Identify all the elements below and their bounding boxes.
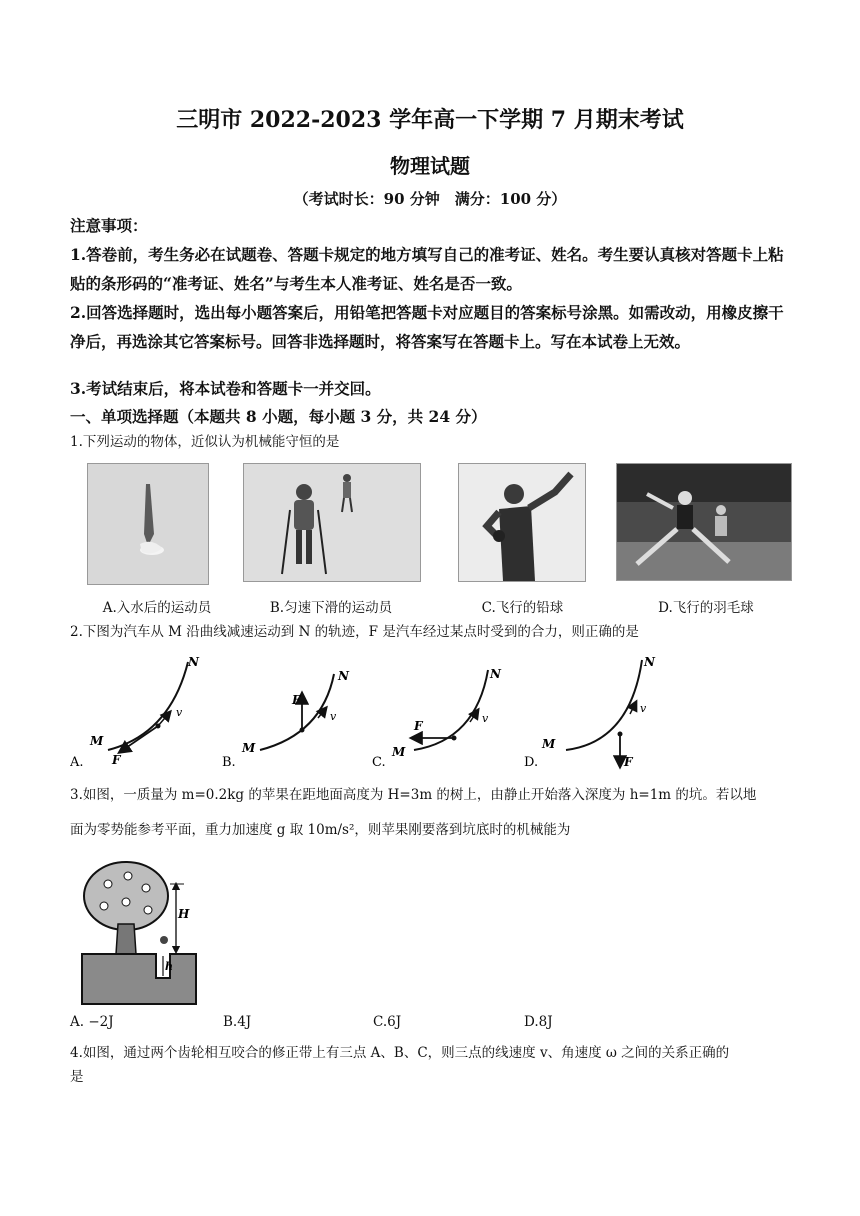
q1-photo-diver bbox=[87, 463, 209, 585]
q2-diagram-b bbox=[222, 650, 362, 775]
q2-c-label-n: N bbox=[490, 667, 501, 681]
q3-option-b: B.4J bbox=[223, 1014, 252, 1030]
q3-label-big-h: H bbox=[178, 907, 190, 921]
q2-b-label-f: F bbox=[292, 693, 301, 707]
q2-diagram-d bbox=[524, 650, 674, 775]
q2-a-label-f: F bbox=[112, 753, 121, 767]
q1-photo-badminton bbox=[616, 463, 792, 581]
q2-d-label-f: F bbox=[624, 755, 633, 769]
q3-option-d: D.8J bbox=[524, 1014, 553, 1030]
q2-option-b: B. bbox=[222, 755, 236, 770]
q2-option-c: C. bbox=[372, 755, 386, 770]
q1-option-d: D.飞行的羽毛球 bbox=[658, 600, 754, 616]
q1-photo-skier bbox=[243, 463, 421, 582]
q2-c-label-f: F bbox=[414, 719, 423, 733]
q2-a-label-n: N bbox=[188, 655, 199, 669]
q3-stem-line1: 3.如图，一质量为 m=0.2kg 的苹果在距地面高度为 H=3m 的树上，由静止开始落入深度为 h=1m 的坑。若以地 bbox=[70, 787, 757, 803]
q4-stem-line2: 是 bbox=[70, 1069, 84, 1085]
q2-c-label-v: v bbox=[482, 712, 489, 725]
q2-diagram-c bbox=[372, 650, 512, 775]
q2-a-label-v: v bbox=[176, 706, 183, 719]
q2-d-label-n: N bbox=[644, 655, 655, 669]
q2-stem: 2.下图为汽车从 M 沿曲线减速运动到 N 的轨迹，F 是汽车经过某点时受到的合力，则正确的是 bbox=[70, 624, 639, 640]
q2-b-label-m: M bbox=[242, 741, 256, 755]
q1-option-c: C.飞行的铅球 bbox=[481, 600, 564, 616]
q3-label-small-h: h bbox=[165, 960, 173, 973]
notice-heading: 注意事项： bbox=[70, 216, 148, 235]
notice-item-3: 3.考试结束后，将本试卷和答题卡一并交回。 bbox=[70, 379, 381, 398]
notice-item-1: 1.答卷前，考生务必在试题卷、答题卡规定的地方填写自己的准考证、姓名。考生要认真核对答题卡上粘贴的条形码的“准考证、姓名”与考生本人准考证、姓名是否一致。 bbox=[70, 245, 784, 293]
q1-option-a: A.入水后的运动员 bbox=[102, 600, 212, 616]
q2-a-label-m: M bbox=[90, 734, 104, 748]
q2-option-d: D. bbox=[524, 755, 539, 770]
q2-b-label-v: v bbox=[330, 710, 337, 723]
q2-c-label-m: M bbox=[392, 745, 406, 759]
q2-diagram-a bbox=[70, 650, 210, 775]
q3-tree-diagram bbox=[78, 854, 198, 1006]
exam-meta: （考试时长：90 分钟 满分：100 分） bbox=[293, 190, 567, 208]
q3-option-c: C.6J bbox=[373, 1014, 402, 1030]
q2-b-label-n: N bbox=[338, 669, 349, 683]
q4-stem-line1: 4.如图，通过两个齿轮相互咬合的修正带上有三点 A、B、C，则三点的线速度 v、角速度 ω 之间的关系正确的 bbox=[70, 1045, 730, 1061]
exam-subtitle: 物理试题 bbox=[390, 154, 470, 178]
exam-title: 三明市 2022-2023 学年高一下学期 7 月期末考试 bbox=[176, 107, 684, 133]
section-heading: 一、单项选择题（本题共 8 小题，每小题 3 分，共 24 分） bbox=[70, 407, 487, 426]
q1-option-b: B.匀速下滑的运动员 bbox=[269, 600, 393, 616]
notice-item-2: 2.回答选择题时，选出每小题答案后，用铅笔把答题卡对应题目的答案标号涂黑。如需改动，用橡皮擦干净后，再选涂其它答案标号。回答非选择题时，将答案写在答题卡上。写在本试卷上无效。 bbox=[70, 303, 784, 351]
q3-stem-line2: 面为零势能参考平面，重力加速度 g 取 10m/s²，则苹果刚要落到坑底时的机械能为 bbox=[70, 822, 571, 838]
q2-d-label-m: M bbox=[542, 737, 556, 751]
q1-photo-shotput bbox=[458, 463, 586, 582]
q2-option-a: A. bbox=[70, 755, 84, 770]
q1-stem: 1.下列运动的物体，近似认为机械能守恒的是 bbox=[70, 434, 340, 450]
q2-d-label-v: v bbox=[640, 702, 647, 715]
q3-option-a: A. −2J bbox=[70, 1014, 114, 1030]
